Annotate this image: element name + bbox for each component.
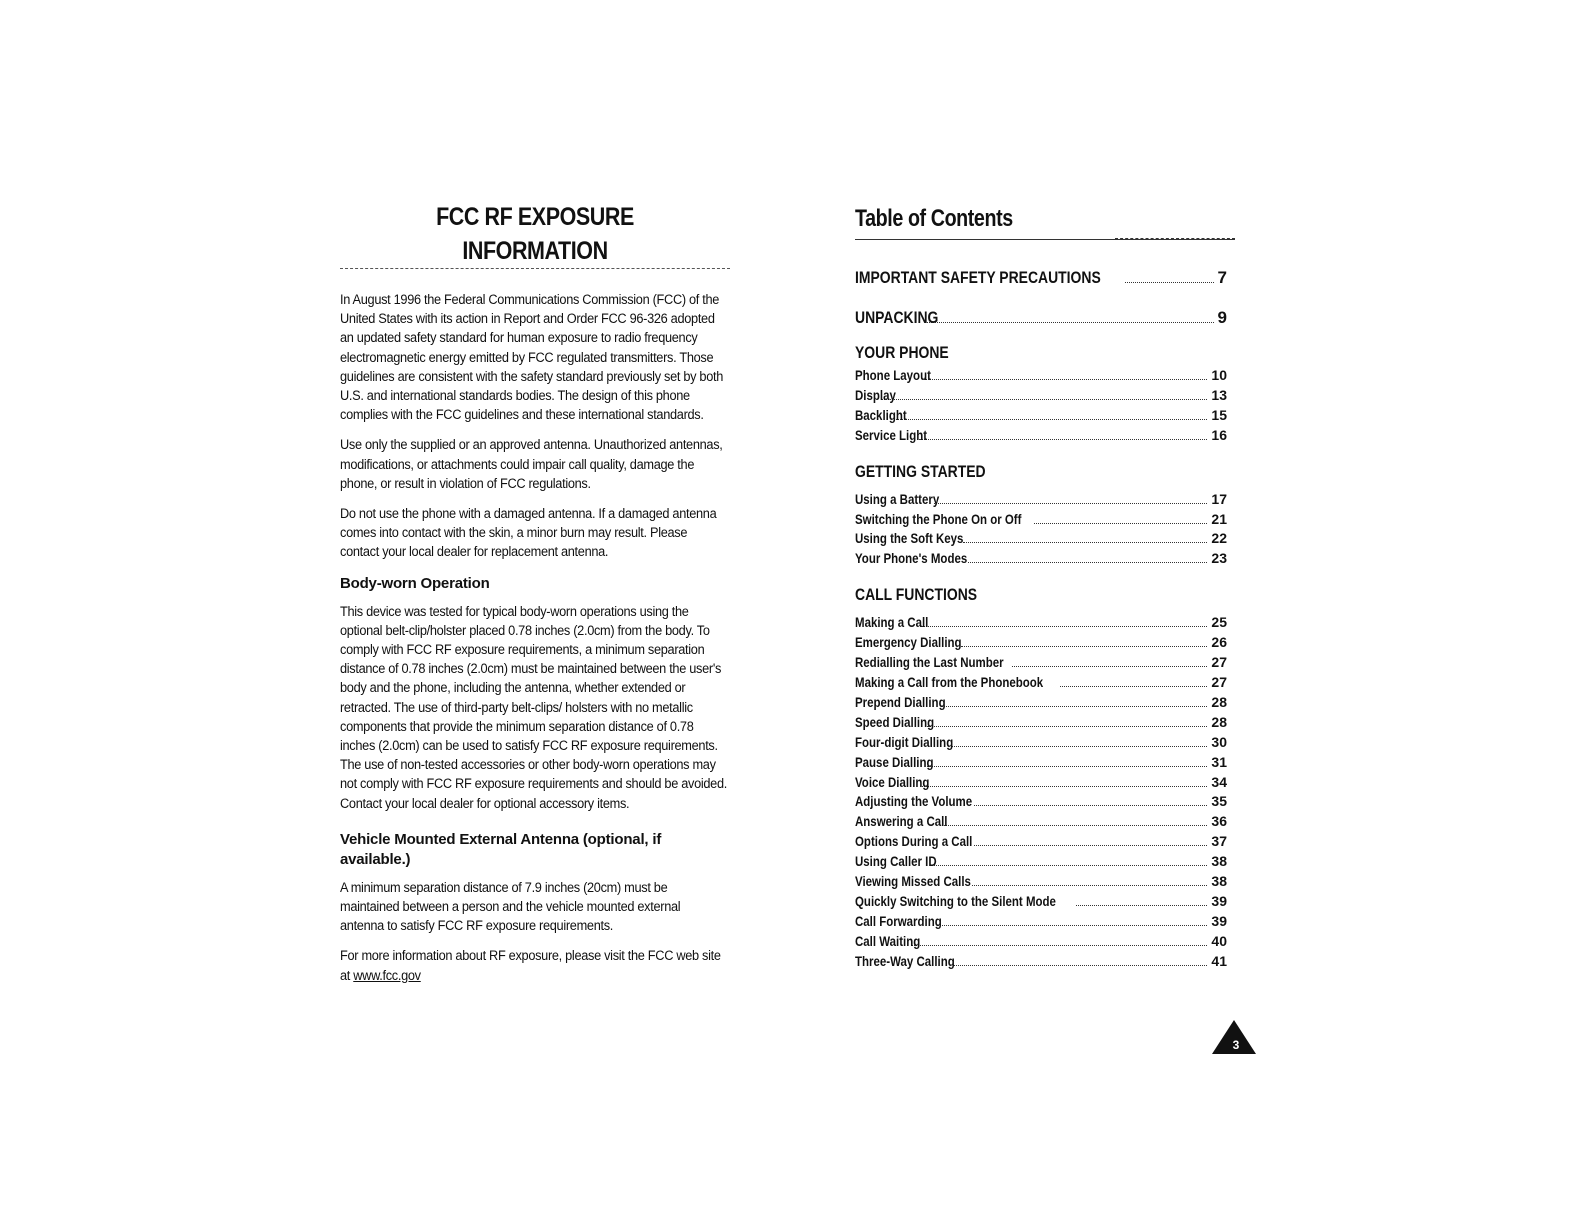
dot-leader [1060, 686, 1207, 687]
toc-entry-label: Switching the Phone On or Off [855, 510, 1022, 527]
toc-divider [855, 239, 1235, 240]
toc-entry-page: 10 [1211, 367, 1227, 383]
toc-entry-label: Call Waiting [855, 932, 921, 949]
toc-entry[interactable] [855, 549, 1227, 569]
toc-entry-label: Redialling the Last Number [855, 654, 1004, 671]
toc-section-heading: GETTING STARTED [855, 461, 986, 481]
toc-entry-label: Pause Dialling [855, 753, 934, 770]
dot-leader [924, 379, 1208, 380]
toc-entry[interactable] [855, 952, 1227, 972]
dot-leader [1034, 523, 1207, 524]
toc-entry-page: 27 [1211, 673, 1227, 690]
toc-entry[interactable] [855, 426, 1227, 446]
toc-entry[interactable] [855, 733, 1227, 753]
toc-entry[interactable] [855, 613, 1227, 633]
toc-entry[interactable] [855, 673, 1227, 693]
toc-entry-label: Making a Call from the Phonebook [855, 673, 1044, 690]
dot-leader [951, 746, 1208, 747]
toc-entry[interactable] [855, 490, 1227, 510]
toc-entry-label: Emergency Dialling [855, 634, 962, 651]
fcc-paragraph-5: A minimum separation distance of 7.9 inches (20cm) must be maintained between a person and the vehicle mounted external antenna to satisfy FCC RF exposure requirements. [340, 879, 681, 935]
dot-leader [974, 845, 1207, 846]
toc-entry-page: 7 [1217, 268, 1227, 287]
page-number: 3 [1232, 1038, 1240, 1052]
toc-entry[interactable] [855, 872, 1227, 892]
toc-entry-page: 26 [1211, 634, 1227, 651]
toc-entry-page: 25 [1211, 614, 1227, 631]
toc-entry[interactable] [855, 832, 1227, 852]
toc-title: Table of Contents [855, 205, 1013, 232]
toc-entry-label: Viewing Missed Calls [855, 873, 971, 890]
dot-leader [968, 562, 1208, 563]
toc-entry-page: 41 [1211, 952, 1227, 969]
dot-leader [920, 626, 1207, 627]
body-worn-heading: Body-worn Operation [340, 574, 490, 592]
toc-entry-page: 27 [1211, 654, 1227, 671]
toc-entry[interactable] [855, 912, 1227, 932]
toc-entry-page: 21 [1211, 510, 1227, 527]
toc-entry-page: 36 [1211, 813, 1227, 830]
toc-entry-page: 40 [1211, 932, 1227, 949]
fcc-info-text: For more information about RF exposure, please visit the FCC web site at [340, 948, 721, 984]
toc-entry-top[interactable] [855, 266, 1227, 290]
fcc-section [340, 200, 730, 997]
fcc-paragraph-3: Do not use the phone with a damaged antenna. If a damaged antenna comes into contact with the skin, a minor burn may result. Please contact your local dealer for replacement antenna. [340, 506, 717, 561]
toc-entry-label: Display [855, 386, 896, 403]
toc-entry-page: 35 [1211, 793, 1227, 810]
dot-leader [919, 439, 1208, 440]
toc-entry-page: 30 [1211, 733, 1227, 750]
toc-entry-page: 28 [1211, 693, 1227, 710]
toc-entry[interactable] [855, 633, 1227, 653]
toc-entry[interactable] [855, 693, 1227, 713]
toc-entry-page: 15 [1211, 406, 1227, 423]
toc-entry-page: 22 [1211, 530, 1227, 547]
toc-entry-label: Options During a Call [855, 833, 973, 850]
dot-leader [974, 805, 1208, 806]
toc-entry-label: IMPORTANT SAFETY PRECAUTIONS [855, 268, 1101, 287]
toc-entry[interactable] [855, 892, 1227, 912]
toc-entry-label: Phone Layout [855, 367, 931, 383]
dot-leader [937, 925, 1208, 926]
toc-entry[interactable] [855, 406, 1227, 426]
vehicle-antenna-heading: Vehicle Mounted External Antenna (optional, if available.) [340, 830, 662, 868]
title-divider [340, 268, 730, 269]
toc-entry-page: 39 [1211, 912, 1227, 929]
dot-leader [881, 399, 1208, 400]
toc-entry-label: Backlight [855, 406, 907, 423]
dot-leader [953, 965, 1208, 966]
toc-entry-label: Four-digit Dialling [855, 733, 954, 750]
toc-entry[interactable] [855, 753, 1227, 773]
dot-leader [927, 766, 1208, 767]
dot-leader [972, 885, 1207, 886]
toc-entry-page: 37 [1211, 833, 1227, 850]
toc-entry-label: UNPACKING [855, 308, 939, 327]
toc-entry[interactable] [855, 852, 1227, 872]
toc-entry-label: Voice Dialling [855, 773, 930, 790]
toc-entry-label: Quickly Switching to the Silent Mode [855, 892, 1056, 909]
toc-entry-page: 38 [1211, 853, 1227, 870]
toc-entry-page: 38 [1211, 873, 1227, 890]
toc-entry-label: Answering a Call [855, 813, 948, 830]
toc-section-heading: CALL FUNCTIONS [855, 585, 978, 605]
toc-entry-page: 23 [1211, 550, 1227, 567]
toc-entry-top[interactable] [855, 306, 1227, 330]
fcc-paragraph-2: Use only the supplied or an approved antenna. Unauthorized antennas, modifications, or attachments could impair call quality, damage the phone, or result in violation of FCC regulations. [340, 437, 723, 492]
toc-entry-page: 39 [1211, 892, 1227, 909]
toc-entry-label: Making a Call [855, 614, 929, 631]
toc-body [855, 240, 1235, 972]
toc-entry[interactable] [855, 713, 1227, 733]
toc-entry[interactable] [855, 932, 1227, 952]
page-number-triangle-icon [1210, 1018, 1258, 1056]
toc-entry[interactable] [855, 366, 1227, 386]
dot-leader [931, 865, 1208, 866]
table-of-contents [855, 203, 1235, 972]
toc-entry-page: 9 [1217, 308, 1227, 327]
toc-entry-page: 34 [1211, 773, 1227, 790]
toc-entry-label: Service Light [855, 426, 928, 443]
toc-entry[interactable] [855, 773, 1227, 793]
toc-entry-label: Using the Soft Keys [855, 530, 964, 547]
toc-entry[interactable] [855, 812, 1227, 832]
fcc-paragraph-1: In August 1996 the Federal Communications Commission (FCC) of the United States with its action in Report and Order FCC 96-326 adopted an updated safety standard for human exposure to radio frequency electromagnetic energy emitted by FCC regulated transmitters. Those guidelines are consistent with the safety standard previously set by both U.S. and international standards bodies. The design of this phone complies with the FCC guidelines and these international standards. [340, 292, 724, 424]
toc-entry-label: Call Forwarding [855, 912, 942, 929]
dot-leader [1125, 282, 1214, 283]
toc-entry-label: Your Phone's Modes [855, 550, 968, 567]
toc-entry[interactable] [855, 510, 1227, 530]
toc-section-heading: YOUR PHONE [855, 343, 949, 362]
toc-entry-page: 31 [1211, 753, 1227, 770]
dot-leader [961, 646, 1207, 647]
dot-leader [911, 945, 1208, 946]
dot-leader [944, 825, 1208, 826]
toc-entry-label: Using Caller ID [855, 853, 937, 870]
fcc-website-link[interactable]: www.fcc.gov [353, 967, 421, 984]
dot-leader [922, 786, 1208, 787]
dot-leader [1076, 905, 1207, 906]
toc-entry-label: Prepend Dialling [855, 693, 946, 710]
dot-leader [941, 706, 1207, 707]
toc-entry-page: 28 [1211, 713, 1227, 730]
toc-entry-label: Speed Dialling [855, 713, 935, 730]
toc-entry-page: 17 [1211, 490, 1227, 507]
toc-entry[interactable] [855, 386, 1227, 406]
dot-leader [927, 322, 1214, 323]
dot-leader [934, 503, 1208, 504]
toc-entry[interactable] [855, 792, 1227, 812]
toc-entry-label: Using a Battery [855, 490, 940, 507]
toc-entry[interactable] [855, 529, 1227, 549]
fcc-paragraph-4: This device was tested for typical body-worn operations using the optional belt-clip/holster placed 0.78 inches (2.0cm) from the body. To comply with FCC RF exposure requirements, a minimum separation distance of 0.78 inches (2.0cm) must be maintained between the user's body and the phone, including the antenna, whether extended or retracted. The use of third-party belt-clips/ holsters with no metallic components that provide the minimum separation distance of 0.78 inches (2.0cm) can be used to satisfy FCC RF exposure requirements. The use of non-tested accessories or other body-worn operations may not comply with FCC RF exposure requirements and should be avoided. Contact your local dealer for optional accessory items. [340, 603, 727, 812]
toc-entry[interactable] [855, 653, 1227, 673]
dot-leader [927, 726, 1207, 727]
dot-leader [894, 419, 1207, 420]
fcc-title: FCC RF EXPOSURE INFORMATION [436, 203, 634, 265]
toc-entry-label: Three-Way Calling [855, 952, 955, 969]
fcc-paragraph-6 [340, 947, 727, 985]
dot-leader [963, 542, 1207, 543]
toc-entry-label: Adjusting the Volume [855, 793, 973, 810]
toc-entry-page: 16 [1211, 426, 1227, 443]
toc-entry-page: 13 [1211, 386, 1227, 403]
dot-leader [1012, 666, 1207, 667]
